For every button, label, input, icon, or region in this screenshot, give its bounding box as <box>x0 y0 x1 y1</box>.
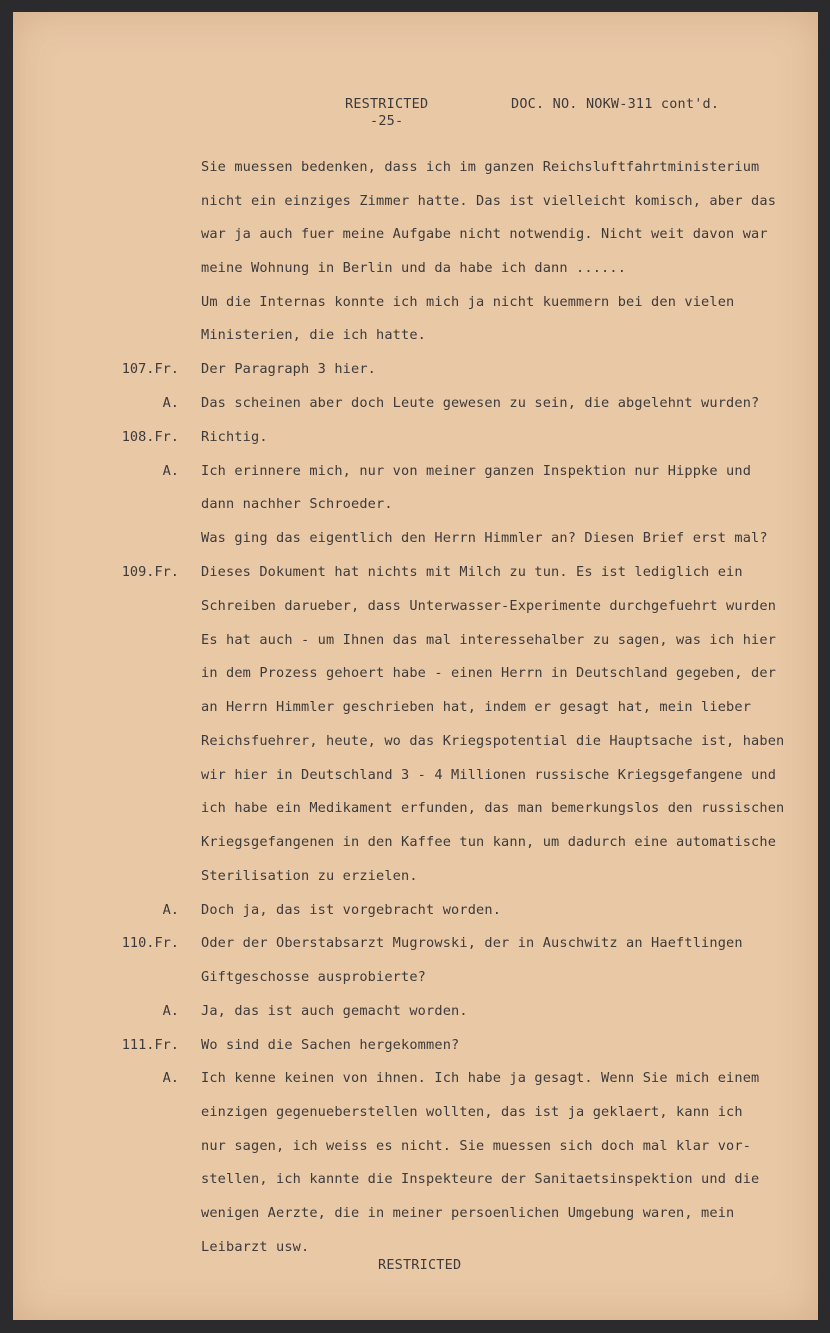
footer-restricted: RESTRICTED <box>378 1257 462 1273</box>
text-line: Das scheinen aber doch Leute gewesen zu sein, die abgelehnt wurden? <box>201 395 760 411</box>
text-line: an Herrn Himmler geschrieben hat, indem er gesagt hat, mein lieber <box>201 699 752 715</box>
text-line: Richtig. <box>201 429 268 445</box>
speaker-label: A. <box>162 1003 179 1019</box>
text-line: Giftgeschosse ausprobierte? <box>201 969 427 985</box>
text-line: Der Paragraph 3 hier. <box>201 361 377 377</box>
text-line: stellen, ich kannte die Inspekteure der Sanitaetsinspektion und die <box>201 1171 760 1187</box>
text-line: ich habe ein Medikament erfunden, das man bemerkungslos den russischen <box>201 800 785 816</box>
text-line: einzigen gegenueberstellen wollten, das ist ja geklaert, kann ich <box>201 1104 743 1120</box>
text-line: Ich kenne keinen von ihnen. Ich habe ja gesagt. Wenn Sie mich einem <box>201 1070 760 1086</box>
speaker-label: A. <box>162 902 179 918</box>
text-line: Leibarzt usw. <box>201 1239 310 1255</box>
speaker-label: 107.Fr. <box>121 361 179 377</box>
text-line: Es hat auch - um Ihnen das mal interessehalber zu sagen, was ich hier <box>201 632 777 648</box>
header-restricted: RESTRICTED <box>345 96 429 112</box>
header-doc-number: DOC. NO. NOKW-311 cont'd. <box>511 96 720 112</box>
text-line: Ministerien, die ich hatte. <box>201 327 427 343</box>
speaker-label: 110.Fr. <box>121 935 179 951</box>
text-line: Schreiben darueber, dass Unterwasser-Experimente durchgefuehrt wurden <box>201 598 777 614</box>
text-line: Reichsfuehrer, heute, wo das Kriegspotential die Hauptsache ist, haben <box>201 733 785 749</box>
document-page <box>13 12 818 1320</box>
text-line: dann nachher Schroeder. <box>201 496 393 512</box>
text-line: Ich erinnere mich, nur von meiner ganzen Inspektion nur Hippke und <box>201 463 752 479</box>
text-line: war ja auch fuer meine Aufgabe nicht notwendig. Nicht weit davon war <box>201 226 768 242</box>
text-line: Oder der Oberstabsarzt Mugrowski, der in Auschwitz an Haeftlingen <box>201 935 743 951</box>
text-line: Doch ja, das ist vorgebracht worden. <box>201 902 502 918</box>
speaker-label: 109.Fr. <box>121 564 179 580</box>
speaker-label: A. <box>162 463 179 479</box>
text-line: wenigen Aerzte, die in meiner persoenlichen Umgebung waren, mein <box>201 1205 735 1221</box>
text-line: wir hier in Deutschland 3 - 4 Millionen russische Kriegsgefangene und <box>201 767 777 783</box>
text-line: meine Wohnung in Berlin und da habe ich dann ...... <box>201 260 627 276</box>
text-line: Ja, das ist auch gemacht worden. <box>201 1003 468 1019</box>
text-line: nur sagen, ich weiss es nicht. Sie muessen sich doch mal klar vor- <box>201 1138 752 1154</box>
text-line: Wo sind die Sachen hergekommen? <box>201 1037 460 1053</box>
speaker-label: A. <box>162 395 179 411</box>
text-line: Kriegsgefangenen in den Kaffee tun kann, um dadurch eine automatische <box>201 834 777 850</box>
text-line: Um die Internas konnte ich mich ja nicht kuemmern bei den vielen <box>201 294 735 310</box>
speaker-label: 111.Fr. <box>121 1037 179 1053</box>
text-line: Was ging das eigentlich den Herrn Himmler an? Diesen Brief erst mal? <box>201 530 768 546</box>
text-line: in dem Prozess gehoert habe - einen Herrn in Deutschland gegeben, der <box>201 665 777 681</box>
speaker-label: 108.Fr. <box>121 429 179 445</box>
text-line: Sterilisation zu erzielen. <box>201 868 418 884</box>
text-line: Dieses Dokument hat nichts mit Milch zu tun. Es ist lediglich ein <box>201 564 743 580</box>
text-line: nicht ein einziges Zimmer hatte. Das ist vielleicht komisch, aber das <box>201 193 777 209</box>
header-page-number: -25- <box>370 113 404 129</box>
speaker-label: A. <box>162 1070 179 1086</box>
text-line: Sie muessen bedenken, dass ich im ganzen Reichsluftfahrtministerium <box>201 159 760 175</box>
